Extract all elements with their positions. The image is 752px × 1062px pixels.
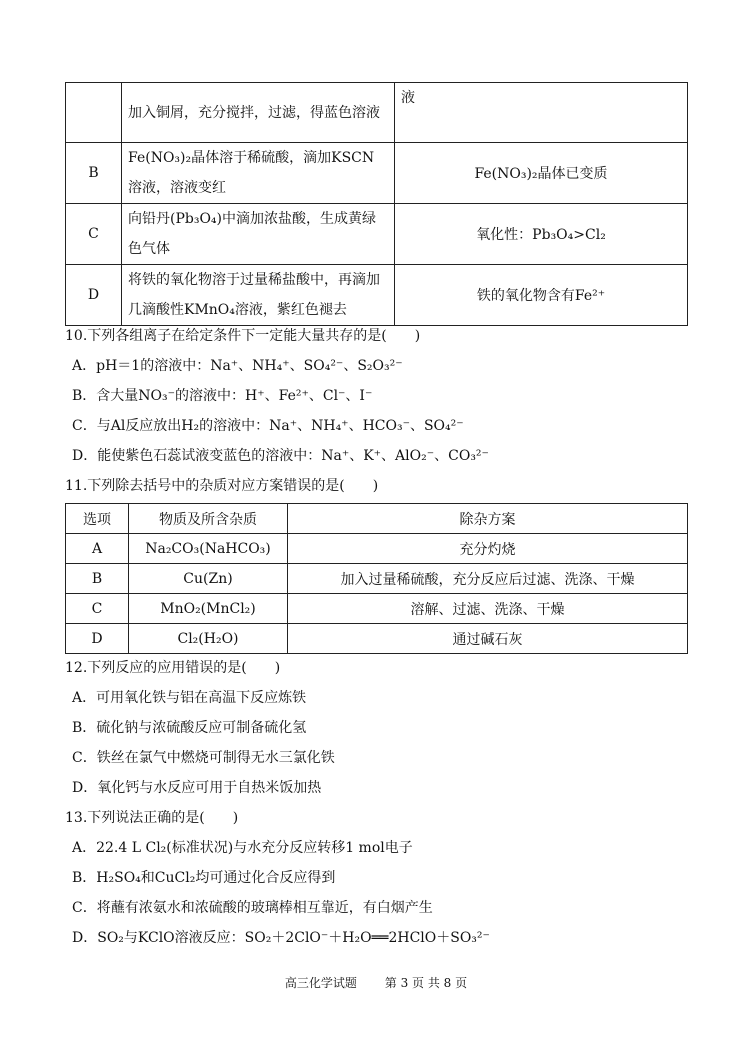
page-footer bbox=[0, 974, 752, 991]
table-cell: Cu(Zn) bbox=[129, 564, 288, 594]
q13-option-a: A．22.4 L Cl₂(标准状况)与水充分反应转移1 mol电子 bbox=[72, 840, 413, 856]
table-cell: MnO₂(MnCl₂) bbox=[129, 594, 288, 624]
table-cell: 加入过量稀硫酸，充分反应后过滤、洗涤、干燥 bbox=[288, 564, 688, 594]
q10-option-a: A．pH＝1的溶液中：Na⁺、NH₄⁺、SO₄²⁻、S₂O₃²⁻ bbox=[72, 358, 403, 374]
table-row bbox=[66, 265, 688, 326]
table-cell: Na₂CO₃(NaHCO₃) bbox=[129, 534, 288, 564]
table-header: 物质及所含杂质 bbox=[129, 504, 288, 534]
q10-stem: 10.下列各组离子在给定条件下一定能大量共存的是( ) bbox=[65, 328, 421, 344]
footer-subject: 高三化学试题 bbox=[284, 976, 357, 990]
table-row bbox=[66, 534, 688, 564]
table-row bbox=[66, 624, 688, 654]
q13-option-c: C．将蘸有浓氨水和浓硫酸的玻璃棒相互靠近，有白烟产生 bbox=[72, 900, 433, 916]
q12-option-b: B．硫化钠与浓硫酸反应可制备硫化氢 bbox=[72, 720, 307, 736]
table-cell bbox=[66, 83, 122, 143]
table-cell: Cl₂(H₂O) bbox=[129, 624, 288, 654]
table-row bbox=[66, 83, 688, 143]
footer-page-number: 第 3 页 共 8 页 bbox=[384, 976, 468, 990]
q12-stem: 12.下列反应的应用错误的是( ) bbox=[65, 660, 281, 676]
table-cell: Fe(NO₃)₂晶体已变质 bbox=[395, 143, 688, 204]
table-cell: 氧化性：Pb₃O₄>Cl₂ bbox=[395, 204, 688, 265]
q13-option-b: B．H₂SO₄和CuCl₂均可通过化合反应得到 bbox=[72, 870, 336, 886]
q13-stem: 13.下列说法正确的是( ) bbox=[65, 810, 239, 826]
q9-table bbox=[65, 82, 688, 326]
table-cell: 液 bbox=[395, 83, 688, 143]
table-cell: Fe(NO₃)₂晶体溶于稀硫酸，滴加KSCN溶液，溶液变红 bbox=[122, 143, 395, 204]
table-row bbox=[66, 594, 688, 624]
table-cell: 溶解、过滤、洗涤、干燥 bbox=[288, 594, 688, 624]
q11-table bbox=[65, 503, 688, 654]
table-header: 选项 bbox=[66, 504, 129, 534]
q10-option-b: B．含大量NO₃⁻的溶液中：H⁺、Fe²⁺、Cl⁻、I⁻ bbox=[72, 388, 373, 404]
table-cell: C bbox=[66, 594, 129, 624]
table-row bbox=[66, 204, 688, 265]
q12-option-c: C．铁丝在氯气中燃烧可制得无水三氯化铁 bbox=[72, 750, 335, 766]
table-row bbox=[66, 564, 688, 594]
table-cell: 充分灼烧 bbox=[288, 534, 688, 564]
table-cell: 通过碱石灰 bbox=[288, 624, 688, 654]
table-cell: C bbox=[66, 204, 122, 265]
table-cell: 将铁的氧化物溶于过量稀盐酸中，再滴加几滴酸性KMnO₄溶液，紫红色褪去 bbox=[122, 265, 395, 326]
q11-stem: 11.下列除去括号中的杂质对应方案错误的是( ) bbox=[65, 478, 379, 494]
table-header: 除杂方案 bbox=[288, 504, 688, 534]
table-header-row bbox=[66, 504, 688, 534]
table-cell: 加入铜屑，充分搅拌，过滤，得蓝色溶液 bbox=[122, 83, 395, 143]
table-cell: B bbox=[66, 564, 129, 594]
table-cell: D bbox=[66, 624, 129, 654]
q12-option-a: A．可用氧化铁与铝在高温下反应炼铁 bbox=[72, 690, 307, 706]
q10-option-d: D．能使紫色石蕊试液变蓝色的溶液中：Na⁺、K⁺、AlO₂⁻、CO₃²⁻ bbox=[72, 448, 489, 464]
q12-option-d: D．氧化钙与水反应可用于自热米饭加热 bbox=[72, 780, 322, 796]
table-cell: B bbox=[66, 143, 122, 204]
table-cell: A bbox=[66, 534, 129, 564]
table-cell: 铁的氧化物含有Fe²⁺ bbox=[395, 265, 688, 326]
table-cell: D bbox=[66, 265, 122, 326]
q10-option-c: C．与Al反应放出H₂的溶液中：Na⁺、NH₄⁺、HCO₃⁻、SO₄²⁻ bbox=[72, 418, 464, 434]
table-cell: 向铅丹(Pb₃O₄)中滴加浓盐酸，生成黄绿色气体 bbox=[122, 204, 395, 265]
q13-option-d: D．SO₂与KClO溶液反应：SO₂＋2ClO⁻＋H₂O══2HClO＋SO₃²⁻ bbox=[72, 930, 490, 946]
table-row bbox=[66, 143, 688, 204]
